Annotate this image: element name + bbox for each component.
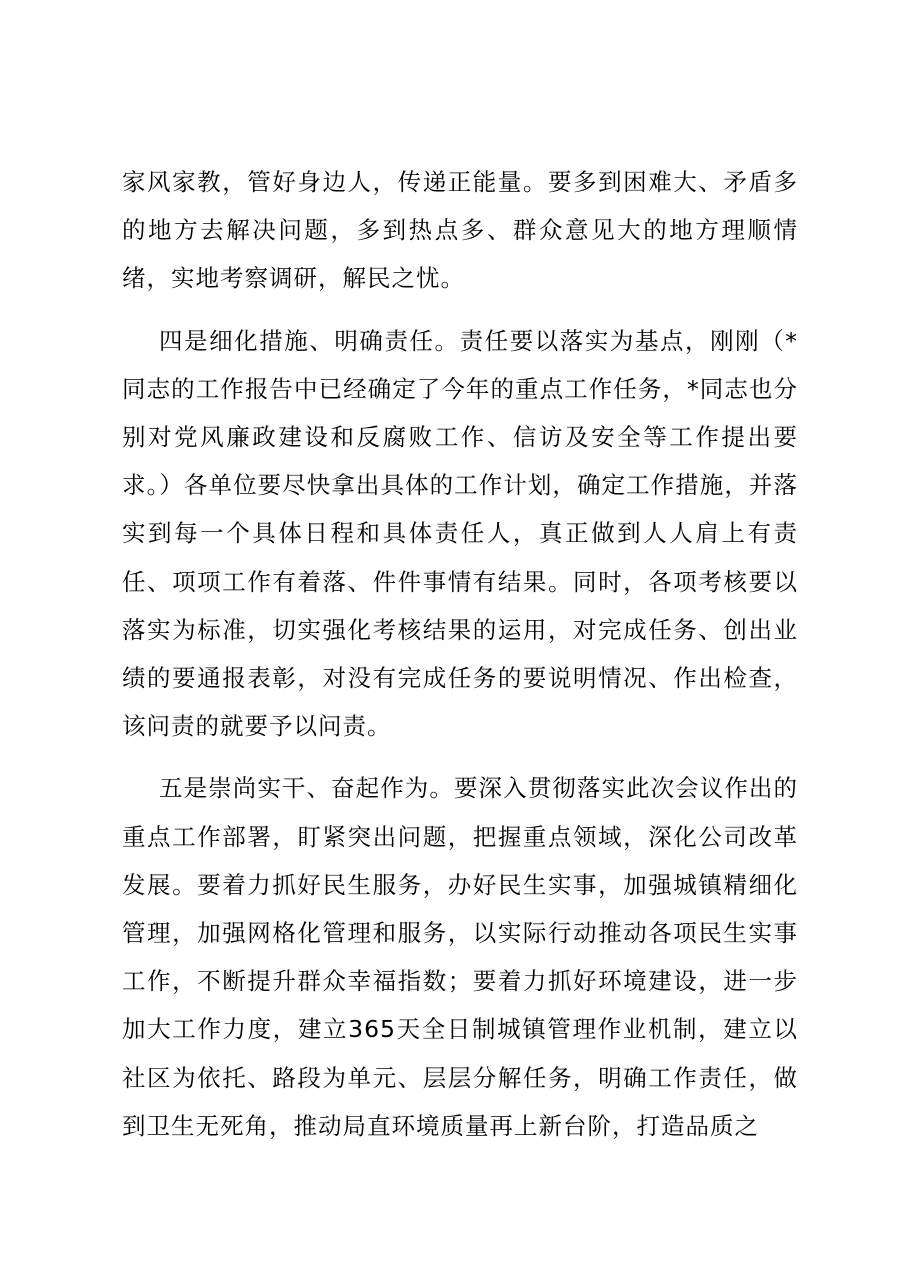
paragraph-point-five: 五是崇尚实干、奋起作为。要深入贯彻落实此次会议作出的重点工作部署，盯紧突出问题，把握重点领域，深化公司改革发展。要着力抓好民生服务，办好民生实事，加强城镇精细化管理，加强网格化管理和服务，以实际行动推动各项民生实事工作，不断提升群众幸福指数；要着力抓好环境建设，进一步加大工作力度，建立365天全日制城镇管理作业机制，建立以社区为依托、路段为单元、层层分解任务，明确工作责任，做到卫生无死角，推动局直环境质量再上新台阶，打造品质之 [122,774,798,1140]
paragraph-continued: 家风家教，管好身边人，传递正能量。要多到困难大、矛盾多的地方去解决问题，多到热点多、群众意见大的地方理顺情绪，实地考察调研，解民之忧。 [122,168,798,293]
paragraph-point-four: 四是细化措施、明确责任。责任要以落实为基点，刚刚（*同志的工作报告中已经确定了今年的重点工作任务，*同志也分别对党风廉政建设和反腐败工作、信访及安全等工作提出要求。）各单位要尽快拿出具体的工作计划，确定工作措施，并落实到每一个具体日程和具体责任人，真正做到人人肩上有责任、项项工作有着落、件件事情有结果。同时，各项考核要以落实为标准，切实强化考核结果的运用，对完成任务、创出业绩的要通报表彰，对没有完成任务的要说明情况、作出检查，该问责的就要予以问责。 [122,326,798,741]
document-body [122,158,798,1150]
